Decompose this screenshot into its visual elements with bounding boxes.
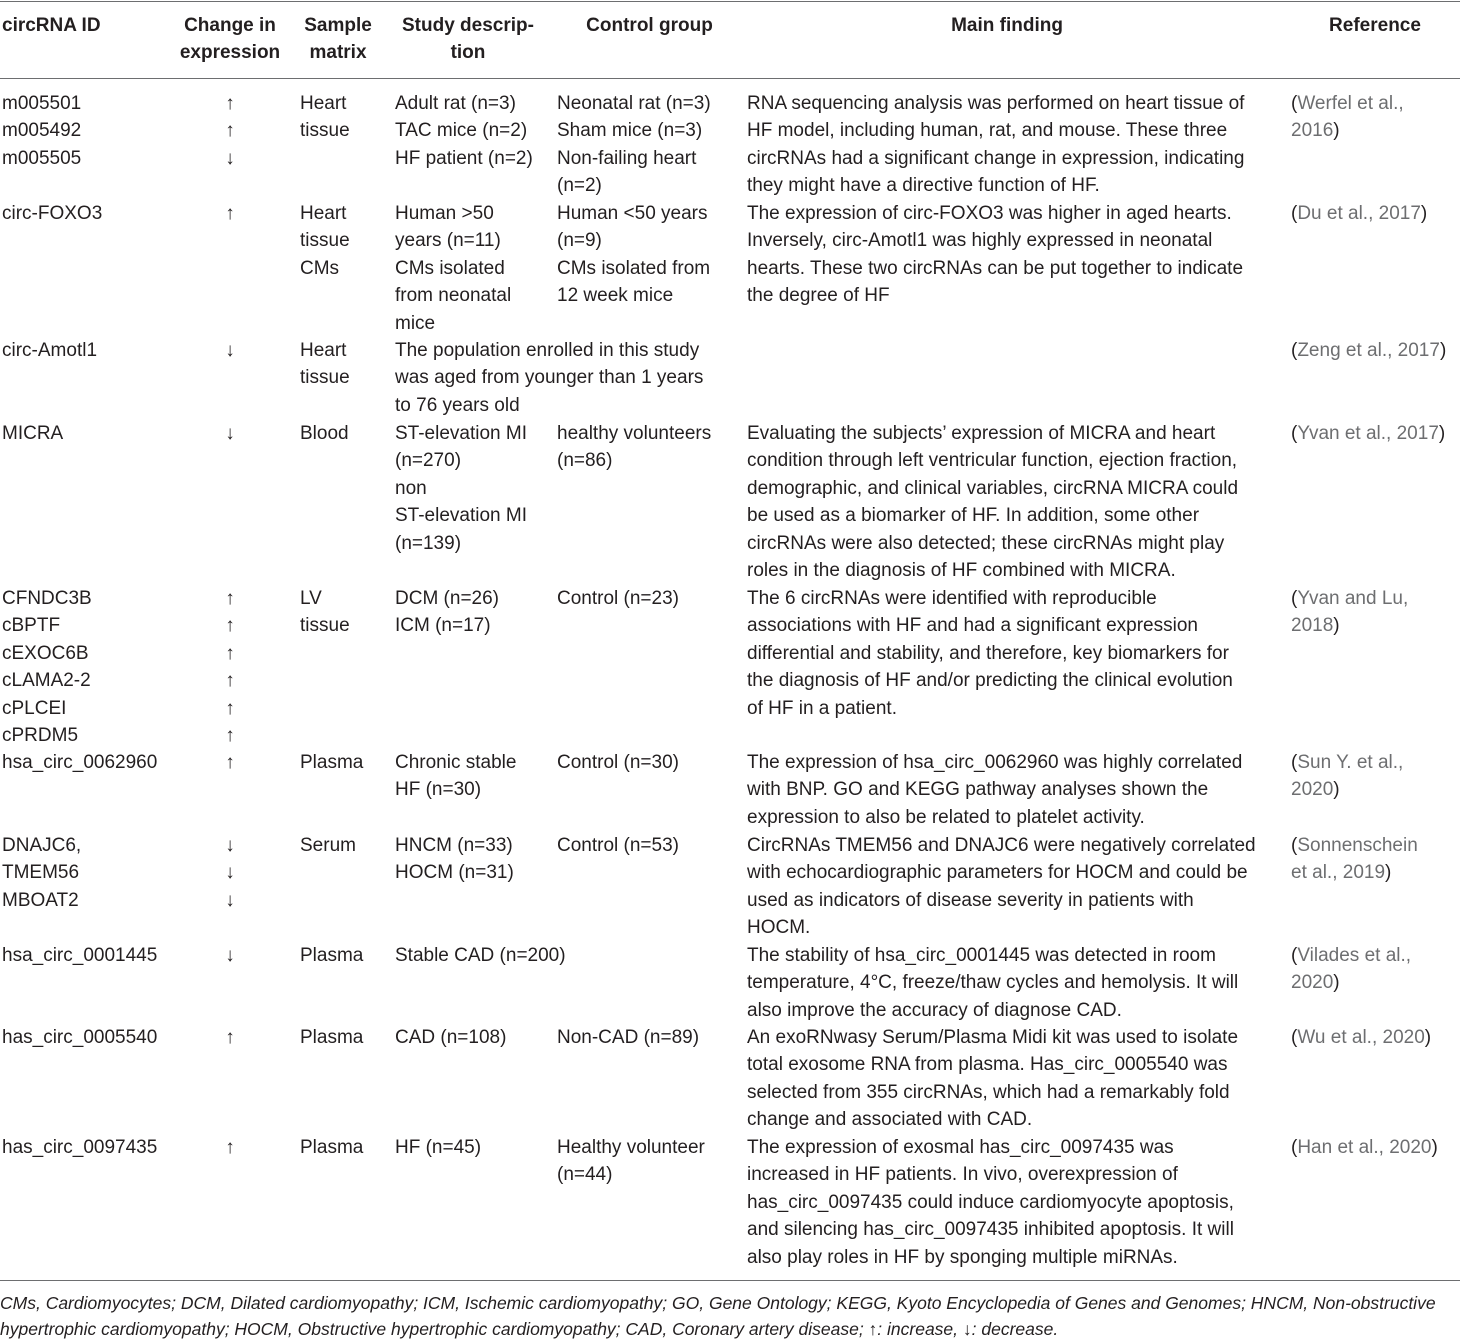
study-description-line: Stable CAD (n=200) — [395, 945, 566, 966]
main-finding-line: the diagnosis of HF and/or predicting the clinical evolution — [747, 670, 1233, 692]
circrna-id-line: circ-Amotl1 — [2, 340, 98, 361]
main-finding-line: also improve the accuracy of diagnose CAD. — [747, 999, 1122, 1021]
column-header-control-group — [557, 12, 742, 39]
study-description-line: Human >50 — [395, 203, 494, 224]
main-finding-line: HOCM. — [747, 917, 811, 939]
column-header-study-description — [388, 12, 548, 66]
header-line: Change in — [184, 15, 276, 36]
header-line: Control group — [586, 15, 713, 36]
main-finding-line: differential and stability, and therefore, key biomarkers for — [747, 642, 1229, 664]
column-header-reference — [1291, 12, 1459, 39]
sample-matrix-line: tissue — [300, 230, 350, 252]
change-in-expression-line: ↑ — [225, 93, 235, 114]
header-line: Main finding — [951, 15, 1063, 36]
sample-matrix-line: Plasma — [300, 1137, 364, 1158]
header-line: Study descrip- — [402, 15, 534, 36]
cell-circrna-id — [2, 420, 172, 447]
cell-control-group — [557, 585, 742, 612]
cell-sample-matrix — [300, 420, 390, 447]
cell-circrna-id — [2, 1024, 172, 1051]
reference-line: (Yvan and Lu, — [1291, 588, 1409, 609]
study-description-line: ICM (n=17) — [395, 615, 491, 637]
reference-text[interactable]: Vilades et al., — [1297, 945, 1412, 966]
column-header-sample-matrix — [293, 12, 383, 66]
control-group-line: CMs isolated from — [557, 257, 711, 279]
control-group-line: Sham mice (n=3) — [557, 120, 703, 142]
sample-matrix-line: LV — [300, 588, 322, 609]
main-finding-line: used as indicators of disease severity in patients with — [747, 889, 1194, 911]
cell-main-finding — [747, 90, 1287, 200]
study-description-line: from neonatal — [395, 285, 512, 307]
footnote-line-1: CMs, Cardiomyocytes; DCM, Dilated cardiomyopathy; ICM, Ischemic cardiomyopathy; GO, Gene Ontology; KEGG, Kyoto Encyclopedia of Genes and Genomes; HNCM, Non-obstructive — [0, 1293, 1436, 1313]
reference-text[interactable]: Han et al., 2020 — [1297, 1137, 1432, 1158]
cell-study-description — [395, 90, 555, 172]
circrna-id-line: cLAMA2-2 — [2, 670, 91, 692]
change-in-expression-line: ↑ — [225, 752, 235, 773]
cell-reference — [1291, 749, 1459, 804]
reference-line: (Han et al., 2020) — [1291, 1137, 1438, 1158]
circrna-id-line: MBOAT2 — [2, 889, 79, 911]
cell-reference — [1291, 585, 1459, 640]
cell-main-finding — [747, 1024, 1287, 1134]
study-description-line: CAD (n=108) — [395, 1027, 507, 1048]
sample-matrix-line: tissue — [300, 120, 350, 142]
control-group-line: Non-CAD (n=89) — [557, 1027, 700, 1048]
cell-change-in-expression — [170, 1024, 290, 1051]
sample-matrix-line: Serum — [300, 835, 356, 856]
top-rule — [0, 1, 1460, 2]
cell-change-in-expression — [170, 90, 290, 172]
circrna-id-line: hsa_circ_0001445 — [2, 945, 158, 966]
reference-text[interactable]: Du et al., 2017 — [1297, 203, 1421, 224]
circrna-id-line: m005492 — [2, 120, 82, 142]
main-finding-line: change and associated with CAD. — [747, 1109, 1033, 1131]
circrna-id-line: m005501 — [2, 93, 82, 114]
main-finding-line: total exosome RNA from plasma. Has_circ_0005540 was — [747, 1054, 1228, 1076]
reference-text[interactable]: Yvan and Lu, — [1297, 588, 1409, 609]
main-finding-line: The expression of exosmal has_circ_0097435 was — [747, 1137, 1174, 1158]
control-group-line: (n=9) — [557, 230, 602, 252]
bottom-rule — [0, 1280, 1460, 1281]
control-group-line: healthy volunteers — [557, 423, 712, 444]
main-finding-line: also play roles in HF by sponging multiple miRNAs. — [747, 1246, 1178, 1268]
study-description-line: (n=270) — [395, 450, 462, 472]
change-in-expression-line: ↓ — [225, 862, 235, 884]
study-description-line: HOCM (n=31) — [395, 862, 514, 884]
circrna-id-line: cEXOC6B — [2, 642, 89, 664]
main-finding-line: has_circ_0097435 could induce cardiomyocyte apoptosis, — [747, 1191, 1234, 1213]
change-in-expression-line: ↓ — [225, 340, 235, 361]
change-in-expression-line: ↓ — [225, 423, 235, 444]
main-finding-line: HF model, including human, rat, and mouse. These three — [747, 120, 1228, 142]
study-description-line: ST-elevation MI — [395, 423, 527, 444]
reference-text[interactable]: et al., 2019 — [1291, 862, 1386, 884]
cell-study-description — [395, 942, 566, 969]
sample-matrix-line: Blood — [300, 423, 349, 444]
main-finding-line: increased in HF patients. In vivo, overexpression of — [747, 1164, 1178, 1186]
study-description-line: The population enrolled in this study — [395, 340, 700, 361]
cell-sample-matrix — [300, 749, 390, 776]
study-description-line: (n=139) — [395, 532, 462, 554]
cell-circrna-id — [2, 200, 172, 227]
main-finding-line: hearts. These two circRNAs can be put together to indicate — [747, 257, 1244, 279]
change-in-expression-line: ↓ — [225, 835, 235, 856]
header-line: tion — [450, 42, 486, 63]
main-finding-line: temperature, 4°C, freeze/thaw cycles and hemolysis. It will — [747, 972, 1239, 994]
cell-change-in-expression — [170, 200, 290, 227]
cell-circrna-id — [2, 1134, 172, 1161]
reference-text[interactable]: Sonnenschein — [1297, 835, 1418, 856]
cell-change-in-expression — [170, 832, 290, 914]
control-group-line: Healthy volunteer — [557, 1137, 705, 1158]
circrna-id-line: DNAJC6, — [2, 835, 82, 856]
change-in-expression-line: ↑ — [225, 1027, 235, 1048]
reference-line: (Du et al., 2017) — [1291, 203, 1428, 224]
control-group-line: Neonatal rat (n=3) — [557, 93, 711, 114]
cell-reference — [1291, 832, 1459, 887]
reference-line: (Vilades et al., — [1291, 945, 1412, 966]
table-footnote — [0, 1290, 1460, 1342]
study-description-line: was aged from younger than 1 years — [395, 367, 704, 389]
cell-change-in-expression — [170, 420, 290, 447]
reference-line: (Werfel et al., — [1291, 93, 1404, 114]
reference-line: (Wu et al., 2020) — [1291, 1027, 1432, 1048]
study-description-line: HF (n=45) — [395, 1137, 482, 1158]
cell-control-group — [557, 90, 742, 200]
sample-matrix-line: CMs — [300, 257, 340, 279]
main-finding-line: RNA sequencing analysis was performed on heart tissue of — [747, 93, 1245, 114]
study-description-line: mice — [395, 312, 436, 334]
reference-text[interactable]: 2020 — [1291, 972, 1334, 994]
cell-circrna-id — [2, 337, 172, 364]
sample-matrix-line: Plasma — [300, 945, 364, 966]
study-description-line: to 76 years old — [395, 394, 520, 416]
control-group-line: Non-failing heart — [557, 147, 697, 169]
main-finding-line: with BNP. GO and KEGG pathway analyses shown the — [747, 779, 1209, 801]
change-in-expression-line: ↑ — [225, 697, 235, 719]
circrna-id-line: cBPTF — [2, 615, 61, 637]
change-in-expression-line: ↓ — [225, 147, 235, 169]
cell-main-finding — [747, 832, 1287, 942]
reference-text[interactable]: 2020 — [1291, 779, 1334, 801]
cell-sample-matrix — [300, 1134, 390, 1161]
study-description-line: HF (n=30) — [395, 779, 482, 801]
reference-text[interactable]: Werfel et al., — [1297, 93, 1404, 114]
cell-study-description — [395, 200, 555, 337]
sample-matrix-line: tissue — [300, 615, 350, 637]
main-finding-line: CircRNAs TMEM56 and DNAJC6 were negatively correlated — [747, 835, 1256, 856]
reference-line: (Sun Y. et al., — [1291, 752, 1404, 773]
reference-text[interactable]: 2018 — [1291, 615, 1334, 637]
footnote-line-2: hypertrophic cardiomyopathy; HOCM, Obstructive hypertrophic cardiomyopathy; CAD, Coronary artery disease; ↑: increase, ↓: decrease. — [0, 1319, 1059, 1339]
circrna-id-line: has_circ_0005540 — [2, 1027, 158, 1048]
cell-main-finding — [747, 1134, 1287, 1271]
cell-change-in-expression — [170, 585, 290, 749]
cell-control-group — [557, 420, 742, 475]
cell-change-in-expression — [170, 1134, 290, 1161]
change-in-expression-line: ↓ — [225, 945, 235, 966]
control-group-line: 12 week mice — [557, 285, 674, 307]
main-finding-line: circRNAs had a significant change in expression, indicating — [747, 147, 1245, 169]
main-finding-line: associations with HF and had a significant expression — [747, 615, 1198, 637]
cell-change-in-expression — [170, 942, 290, 969]
circrna-id-line: cPRDM5 — [2, 725, 79, 747]
main-finding-line: be used as a biomarker of HF. In addition, some other — [747, 505, 1200, 527]
cell-main-finding — [747, 942, 1287, 1024]
main-finding-line: The stability of hsa_circ_0001445 was detected in room — [747, 945, 1216, 966]
sample-matrix-line: Heart — [300, 93, 347, 114]
cell-change-in-expression — [170, 337, 290, 364]
cell-control-group — [557, 200, 742, 310]
cell-sample-matrix — [300, 832, 390, 859]
cell-study-description — [395, 749, 555, 804]
control-group-line: Human <50 years — [557, 203, 708, 224]
cell-circrna-id — [2, 832, 172, 914]
main-finding-line: The 6 circRNAs were identified with reproducible — [747, 588, 1157, 609]
main-finding-line: and silencing has_circ_0097435 inhibited apoptosis. It will — [747, 1219, 1234, 1241]
reference-text[interactable]: Zeng et al., 2017 — [1297, 340, 1440, 361]
sample-matrix-line: Plasma — [300, 752, 364, 773]
cell-study-description — [395, 1134, 555, 1161]
control-group-line: (n=86) — [557, 450, 613, 472]
main-finding-line: expression to also be related to platelet activity. — [747, 806, 1145, 828]
circrna-id-line: CFNDC3B — [2, 588, 92, 609]
reference-text[interactable]: 2016 — [1291, 120, 1334, 142]
main-finding-line: they might have a directive function of HF. — [747, 175, 1100, 197]
reference-line: (Zeng et al., 2017) — [1291, 340, 1447, 361]
study-description-line: Adult rat (n=3) — [395, 93, 516, 114]
cell-study-description — [395, 337, 704, 419]
sample-matrix-line: Plasma — [300, 1027, 364, 1048]
header-line: Reference — [1329, 15, 1421, 36]
circrna-id-line: cPLCEI — [2, 697, 67, 719]
header-line: Sample — [304, 15, 372, 36]
study-description-line: ST-elevation MI — [395, 505, 527, 527]
cell-change-in-expression — [170, 749, 290, 776]
reference-line: 2020) — [1291, 779, 1340, 801]
header-line: circRNA ID — [2, 15, 101, 36]
sample-matrix-line: Heart — [300, 203, 347, 224]
cell-main-finding — [747, 749, 1287, 831]
cell-control-group — [557, 832, 742, 859]
change-in-expression-line: ↓ — [225, 889, 235, 911]
cell-reference — [1291, 337, 1459, 364]
study-description-line: non — [395, 477, 427, 499]
cell-study-description — [395, 585, 555, 640]
change-in-expression-line: ↑ — [225, 203, 235, 224]
sample-matrix-line: tissue — [300, 367, 350, 389]
cell-control-group — [557, 749, 742, 776]
main-finding-line: condition through left ventricular function, ejection fraction, — [747, 450, 1238, 472]
circrna-id-line: circ-FOXO3 — [2, 203, 103, 224]
header-rule — [0, 78, 1460, 79]
change-in-expression-line: ↑ — [225, 1137, 235, 1158]
reference-line: et al., 2019) — [1291, 862, 1392, 884]
circrna-id-line: m005505 — [2, 147, 82, 169]
column-header-change-in-expression — [170, 12, 290, 66]
change-in-expression-line: ↑ — [225, 615, 235, 637]
cell-control-group — [557, 1134, 742, 1189]
main-finding-line: with echocardiographic parameters for HOCM and could be — [747, 862, 1248, 884]
control-group-line: Control (n=53) — [557, 835, 679, 856]
main-finding-line: The expression of hsa_circ_0062960 was highly correlated — [747, 752, 1243, 773]
circrna-id-line: TMEM56 — [2, 862, 80, 884]
control-group-line: (n=44) — [557, 1164, 613, 1186]
reference-text[interactable]: Sun Y. et al., — [1297, 752, 1404, 773]
change-in-expression-line: ↑ — [225, 588, 235, 609]
study-description-line: CMs isolated — [395, 257, 505, 279]
cell-study-description — [395, 832, 555, 887]
cell-main-finding — [747, 200, 1287, 310]
control-group-line: Control (n=30) — [557, 752, 679, 773]
cell-circrna-id — [2, 749, 172, 776]
main-finding-line: An exoRNwasy Serum/Plasma Midi kit was used to isolate — [747, 1027, 1239, 1048]
study-description-line: DCM (n=26) — [395, 588, 499, 609]
cell-control-group — [557, 1024, 742, 1051]
cell-reference — [1291, 1134, 1459, 1161]
circrna-id-line: MICRA — [2, 423, 64, 444]
main-finding-line: the degree of HF — [747, 285, 890, 307]
main-finding-line: of HF in a patient. — [747, 697, 897, 719]
control-group-line: (n=2) — [557, 175, 602, 197]
main-finding-line: Evaluating the subjects’ expression of MICRA and heart — [747, 423, 1216, 444]
reference-line: 2018) — [1291, 615, 1340, 637]
column-header-main-finding — [747, 12, 1267, 39]
header-line: matrix — [309, 42, 367, 63]
cell-main-finding — [747, 585, 1287, 722]
cell-reference — [1291, 90, 1459, 145]
study-description-line: years (n=11) — [395, 230, 501, 252]
main-finding-line: roles in the diagnosis of HF combined with MICRA. — [747, 560, 1176, 582]
change-in-expression-line: ↑ — [225, 642, 235, 664]
main-finding-line: demographic, and clinical variables, circRNA MICRA could — [747, 477, 1239, 499]
main-finding-line: The expression of circ-FOXO3 was higher in aged hearts. — [747, 203, 1232, 224]
reference-line: 2020) — [1291, 972, 1340, 994]
reference-line: 2016) — [1291, 120, 1340, 142]
cell-study-description — [395, 1024, 555, 1051]
cell-reference — [1291, 942, 1459, 997]
cell-circrna-id — [2, 585, 172, 749]
study-description-line: Chronic stable — [395, 752, 517, 773]
cell-main-finding — [747, 420, 1287, 584]
cell-sample-matrix — [300, 337, 390, 392]
cell-reference — [1291, 1024, 1459, 1051]
main-finding-line: Inversely, circ-Amotl1 was highly expressed in neonatal — [747, 230, 1213, 252]
column-header-circrna-id — [2, 12, 172, 39]
control-group-line: Control (n=23) — [557, 588, 679, 609]
cell-reference — [1291, 200, 1459, 227]
change-in-expression-line: ↑ — [225, 670, 235, 692]
study-description-line: TAC mice (n=2) — [395, 120, 528, 142]
main-finding-line: selected from 355 circRNAs, which had a remarkably fold — [747, 1081, 1230, 1103]
reference-line: (Sonnenschein — [1291, 835, 1418, 856]
study-description-line: HNCM (n=33) — [395, 835, 513, 856]
cell-reference — [1291, 420, 1459, 447]
cell-study-description — [395, 420, 555, 557]
sample-matrix-line: Heart — [300, 340, 347, 361]
change-in-expression-line: ↑ — [225, 120, 235, 142]
reference-line: (Yvan et al., 2017) — [1291, 423, 1446, 444]
cell-sample-matrix — [300, 942, 390, 969]
reference-text[interactable]: Yvan et al., 2017 — [1297, 423, 1439, 444]
cell-sample-matrix — [300, 1024, 390, 1051]
circrna-id-line: hsa_circ_0062960 — [2, 752, 158, 773]
cell-sample-matrix — [300, 585, 390, 640]
cell-sample-matrix — [300, 200, 390, 282]
study-description-line: HF patient (n=2) — [395, 147, 533, 169]
cell-circrna-id — [2, 90, 172, 172]
cell-circrna-id — [2, 942, 172, 969]
reference-text[interactable]: Wu et al., 2020 — [1297, 1027, 1425, 1048]
circrna-id-line: has_circ_0097435 — [2, 1137, 158, 1158]
cell-sample-matrix — [300, 90, 390, 145]
change-in-expression-line: ↑ — [225, 725, 235, 747]
main-finding-line: circRNAs were also detected; these circRNAs might play — [747, 532, 1225, 554]
header-line: expression — [179, 42, 281, 63]
